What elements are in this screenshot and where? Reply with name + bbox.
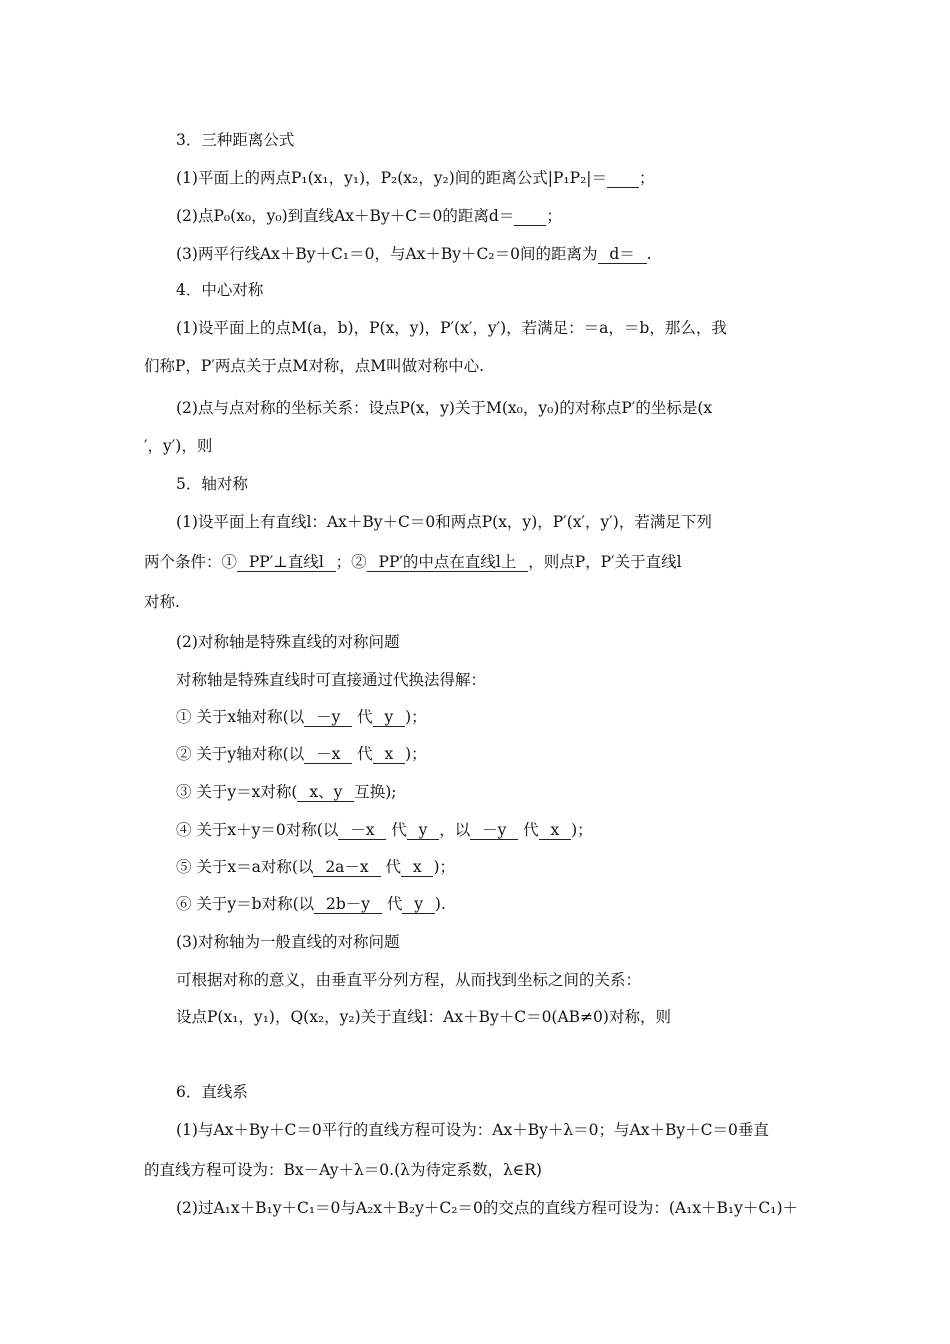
text: ). [434, 895, 446, 913]
section-5-heading: 5．轴对称 [176, 475, 248, 493]
text: ① 关于x轴对称(以 [176, 708, 305, 726]
list-item [176, 857, 455, 877]
blank: x [540, 821, 570, 839]
paragraph-text: ′，y′)，则 [144, 437, 213, 455]
blank [607, 170, 639, 188]
distance-formula-point-line [176, 206, 562, 226]
paragraph-text: (1)设平面上的点M(a，b)，P(x，y)，P′(x′，y′)，若满足：＝a，＝b，那么，我 [176, 319, 727, 337]
blank: －x [306, 745, 351, 763]
list-item [176, 894, 446, 914]
list-item [176, 744, 427, 764]
text: ④ 关于x＋y＝0对称(以 [176, 821, 339, 839]
text: ，则点P，P′关于直线l [528, 553, 682, 571]
blank [514, 208, 546, 226]
text: ； [639, 169, 655, 187]
paragraph-text: 设点P(x₁，y₁)，Q(x₂，y₂)关于直线l：Ax＋By＋C＝0(AB≠0)对称，则 [176, 1008, 671, 1026]
blank: 2b－y [316, 895, 380, 913]
blank: 2a－x [315, 858, 379, 876]
text: 两个条件：① [144, 553, 238, 571]
blank: －y [472, 821, 517, 839]
distance-formula-two-points [176, 168, 655, 188]
blank: －x [340, 821, 385, 839]
list-item [176, 820, 593, 840]
paragraph-text: 的直线方程可设为：Bx－Ay＋λ＝0.(λ为待定系数，λ∈R) [144, 1161, 542, 1179]
text: ； [546, 207, 562, 225]
text: ② 关于y轴对称(以 [176, 745, 305, 763]
blank: y [408, 821, 438, 839]
text: 代 [357, 708, 373, 726]
text: )； [433, 858, 455, 876]
text: 代 [523, 821, 539, 839]
list-item [176, 782, 396, 802]
distance-formula-parallel-lines [176, 244, 652, 264]
text: 互换); [354, 783, 397, 801]
text: ⑤ 关于x＝a对称(以 [176, 858, 314, 876]
text: )； [405, 708, 427, 726]
text: 代 [385, 858, 401, 876]
blank: PP′的中点在直线l上 [368, 553, 527, 571]
blank: d＝ [599, 245, 645, 263]
text: 代 [386, 895, 403, 913]
text: )； [571, 821, 593, 839]
text: )； [405, 745, 427, 763]
axis-symmetry-conditions [144, 552, 682, 572]
paragraph-text: (1)设平面上有直线l：Ax＋By＋C＝0和两点P(x，y)，P′(x′，y′)，若满足下列 [176, 513, 712, 531]
section-6-heading: 6．直线系 [176, 1083, 248, 1101]
blank: x、y [299, 783, 353, 801]
text: 代 [357, 745, 373, 763]
paragraph-text: (2)过A₁x＋B₁y＋C₁＝0与A₂x＋B₂y＋C₂＝0的交点的直线方程可设为：(A₁x＋B₁y＋C₁)＋ [176, 1199, 799, 1217]
paragraph-text: 对称. [144, 593, 180, 611]
paragraph-text: 们称P，P′两点关于点M对称，点M叫做对称中心. [144, 357, 485, 375]
text: (3)两平行线Ax＋By＋C₁＝0，与Ax＋By＋C₂＝0间的距离为 [176, 245, 598, 263]
paragraph-text: (3)对称轴为一般直线的对称问题 [176, 933, 400, 951]
blank: PP′⊥直线l [239, 553, 334, 571]
paragraph-text: 对称轴是特殊直线时可直接通过代换法得解： [176, 671, 487, 689]
text: ；② [335, 553, 367, 571]
text: (1)平面上的两点P₁(x₁，y₁)，P₂(x₂，y₂)间的距离公式|P₁P₂|＝ [176, 169, 608, 187]
text: ⑥ 关于y＝b对称(以 [176, 895, 315, 913]
text: ③ 关于y＝x对称( [176, 783, 298, 801]
paragraph-text: (1)与Ax＋By＋C＝0平行的直线方程可设为：Ax＋By＋λ＝0；与Ax＋By＋C＝0垂直 [176, 1121, 769, 1139]
paragraph-text: (2)点与点对称的坐标关系：设点P(x，y)关于M(x₀，y₀)的对称点P′的坐标是(x [176, 399, 713, 417]
text: . [646, 245, 652, 263]
paragraph-text: 可根据对称的意义，由垂直平分列方程，从而找到坐标之间的关系： [176, 971, 642, 989]
section-3-heading: 3．三种距离公式 [176, 131, 295, 149]
list-item [176, 707, 427, 727]
blank: y [404, 895, 433, 913]
text: (2)点P₀(x₀，y₀)到直线Ax＋By＋C＝0的距离d＝ [176, 207, 515, 225]
section-4-heading: 4．中心对称 [176, 281, 264, 299]
paragraph-text: (2)对称轴是特殊直线的对称问题 [176, 633, 400, 651]
text: ，以 [439, 821, 471, 839]
blank: －y [306, 708, 351, 726]
blank: y [374, 708, 404, 726]
blank: x [374, 745, 404, 763]
blank: x [402, 858, 432, 876]
text: 代 [391, 821, 407, 839]
